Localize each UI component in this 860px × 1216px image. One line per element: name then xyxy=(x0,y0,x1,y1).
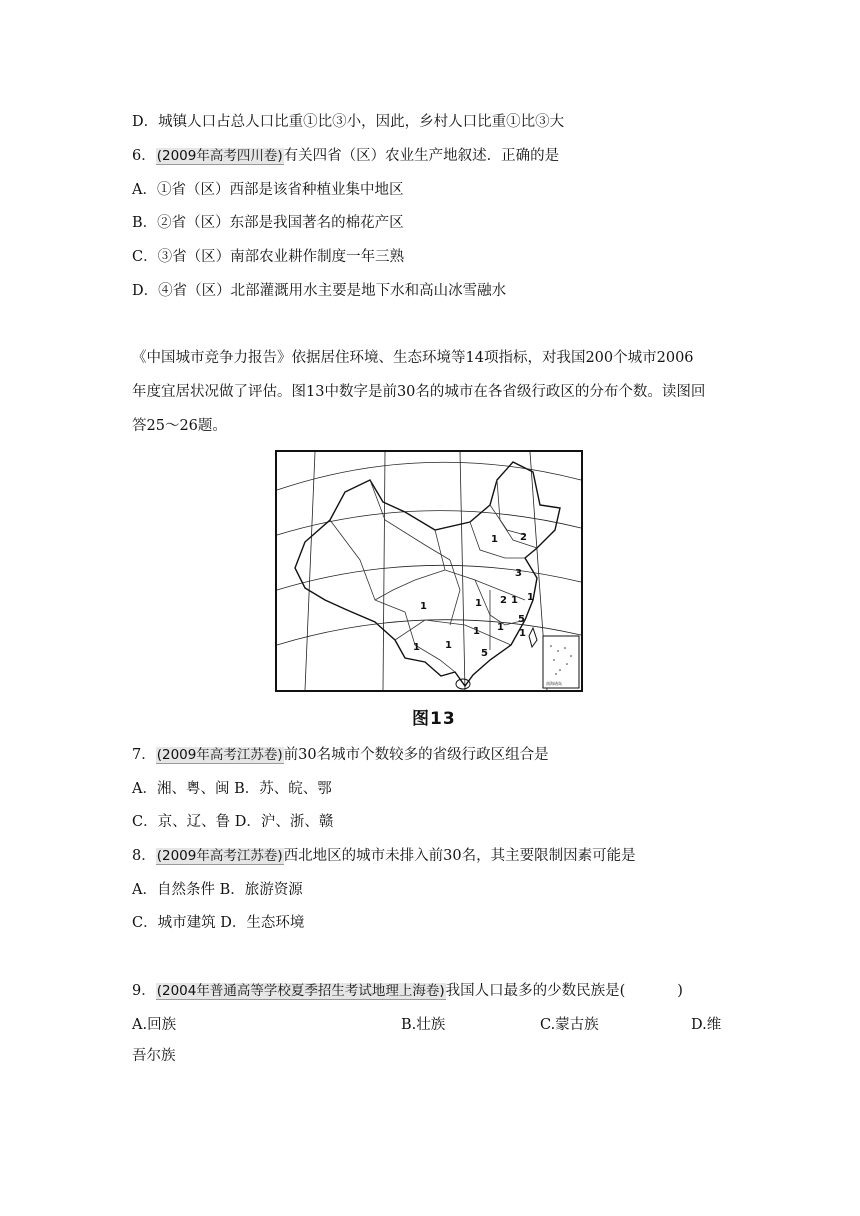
q9-option-d: D.维 xyxy=(691,1017,722,1033)
q8-options-cd: C．城市建筑 D．生态环境 xyxy=(132,915,305,931)
source-tag: (2009年高考江苏卷) xyxy=(156,747,283,763)
map-number-guizhou: 1 xyxy=(445,640,452,651)
q6-option-d: D．④省（区）北部灌溉用水主要是地下水和高山冰雪融水 xyxy=(132,283,507,299)
intro-line-1: 《中国城市竞争力报告》依据居住环境、生态环境等14项指标，对我国200个城市2006 xyxy=(132,350,694,366)
south-china-sea-inset xyxy=(543,636,579,688)
map-number-liaoning: 2 xyxy=(520,532,527,543)
q8-options-ab: A．自然条件 B．旅游资源 xyxy=(132,882,303,898)
q9-option-c: C.蒙古族 xyxy=(540,1017,599,1033)
source-tag: (2009年高考江苏卷) xyxy=(156,848,283,864)
question-text: 前30名城市个数较多的省级行政区组合是 xyxy=(283,747,549,763)
map-number-hubei: 1 xyxy=(475,598,482,609)
q6-option-a: A．①省（区）西部是该省种植业集中地区 xyxy=(132,182,404,198)
question-9 xyxy=(132,981,683,1001)
q7-options-ab: A．湘、粤、闽 B．苏、皖、鄂 xyxy=(132,781,332,797)
map-number-jiangsu: 1 xyxy=(511,595,518,606)
question-number: 9． xyxy=(132,983,156,999)
map-number-sichuan: 1 xyxy=(420,601,427,612)
inset-label: 南海诸岛 xyxy=(546,681,562,686)
question-text: 有关四省（区）农业生产地叙述．正确的是 xyxy=(283,148,560,164)
china-map-figure xyxy=(275,450,583,692)
intro-line-2: 年度宜居状况做了评估。图13中数字是前30名的城市在各省级行政区的分布个数。读图回 xyxy=(132,384,706,400)
map-number-guangdong: 5 xyxy=(481,648,488,659)
q6-option-b: B．②省（区）东部是我国著名的棉花产区 xyxy=(132,215,404,231)
q9-option-d-continued: 吾尔族 xyxy=(132,1048,176,1064)
source-tag: (2004年普通高等学校夏季招生考试地理上海卷) xyxy=(156,983,445,999)
map-number-zhejiang: 5 xyxy=(518,614,525,625)
q5-option-d: D．城镇人口占总人口比重①比③小，因此，乡村人口比重①比③大 xyxy=(132,114,565,130)
question-text: 我国人口最多的少数民族是( xyxy=(445,983,626,999)
map-number-fujian: 1 xyxy=(519,628,526,639)
q9-option-b: B.壮族 xyxy=(401,1017,446,1033)
map-number-shandong: 3 xyxy=(515,568,522,579)
q9-option-a: A.回族 xyxy=(132,1017,177,1033)
question-8 xyxy=(132,846,636,866)
question-text: 西北地区的城市未排入前30名，其主要限制因素可能是 xyxy=(283,848,636,864)
map-number-hunan: 1 xyxy=(473,626,480,637)
map-number-beijing: 1 xyxy=(491,534,498,545)
question-number: 6． xyxy=(132,148,156,164)
figure-caption: 图13 xyxy=(412,709,456,729)
map-number-jiangxi: 1 xyxy=(497,622,504,633)
question-close-paren: ) xyxy=(677,983,683,999)
question-number: 8． xyxy=(132,848,156,864)
map-number-anhui: 2 xyxy=(500,595,507,606)
q6-option-c: C．③省（区）南部农业耕作制度一年三熟 xyxy=(132,249,405,265)
china-map xyxy=(275,450,583,692)
map-number-yunnan: 1 xyxy=(413,642,420,653)
intro-line-3: 答25～26题。 xyxy=(132,418,227,434)
q7-options-cd: C．京、辽、鲁 D．沪、浙、赣 xyxy=(132,814,334,830)
question-7 xyxy=(132,745,549,765)
source-tag: (2009年高考四川卷) xyxy=(156,148,283,164)
map-number-shanghai: 1 xyxy=(527,592,534,603)
question-number: 7． xyxy=(132,747,156,763)
question-6 xyxy=(132,146,559,166)
